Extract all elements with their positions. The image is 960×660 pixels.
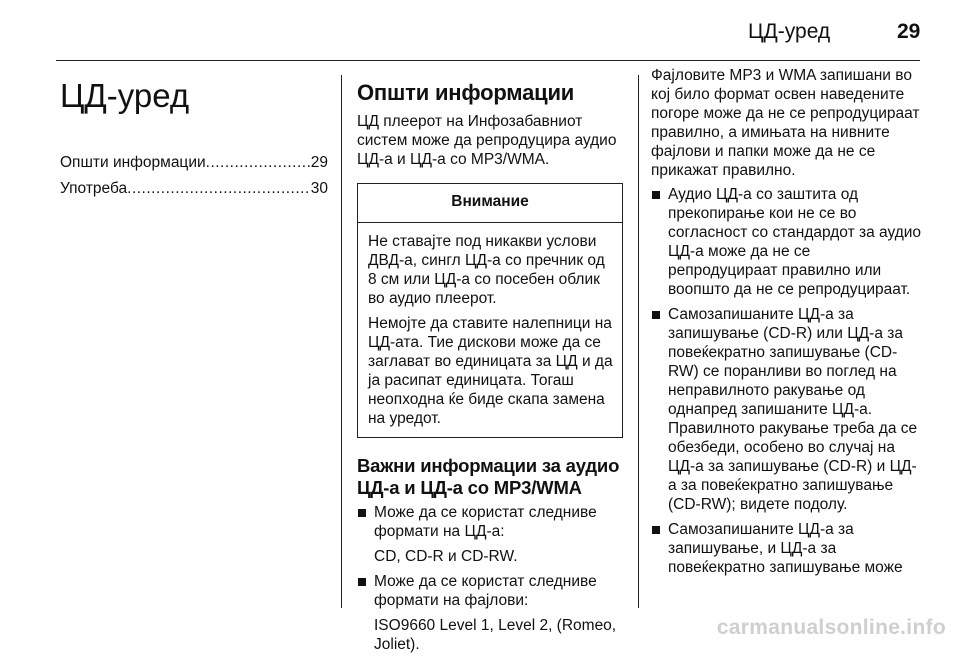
toc-entry-page: 29 bbox=[310, 154, 328, 171]
page-number: 29 bbox=[897, 20, 921, 43]
list-item bbox=[651, 185, 923, 299]
notice-paragraph: Немојте да ставите налепници на ЦД-ата. Тие дискови може да се заглават во единицата за ЦД и да ја расипат единицата. Тогаш неопходна ќе биде скапа замена на уредот. bbox=[368, 315, 613, 427]
list-item-text: Може да се користат следниве формати на ЦД-а: bbox=[374, 504, 597, 540]
list-item-text: Самозапишаните ЦД-а за запишување (CD-R) или ЦД-а за повеќекратно запишување (CD-RW) се поранливи во поглед на неправилното ракување од однапред запишаните ЦД-а. Правилното ракување треба да се обезбеди, особено во случај на ЦД-а за запишување (CD-R) и ЦД-а за повеќекратно запишување (CD-RW); видете подолу. bbox=[668, 306, 918, 513]
toc-leader-dots bbox=[206, 150, 311, 176]
list-item-detail: CD, CD-R и CD-RW. bbox=[374, 548, 518, 565]
page-footer bbox=[0, 616, 960, 642]
middle-column bbox=[357, 66, 623, 660]
toc-entry-label: Општи информации bbox=[60, 154, 206, 171]
notice-body bbox=[358, 223, 622, 437]
header-rule bbox=[56, 60, 920, 61]
square-bullet-icon bbox=[652, 526, 660, 534]
toc-entry[interactable] bbox=[60, 150, 328, 176]
notice-paragraph: Не ставајте под никакви услови ДВД-а, сингл ЦД-а со пречник од 8 см или ЦД-а со посебен облик во аудио плеерот. bbox=[368, 233, 605, 307]
square-bullet-icon bbox=[358, 578, 366, 586]
list-item bbox=[651, 305, 923, 514]
notice-title: Внимание bbox=[358, 184, 622, 223]
left-column bbox=[60, 66, 328, 202]
square-bullet-icon bbox=[358, 509, 366, 517]
subsection-title: Важни информации за аудио ЦД-а и ЦД-а со MP3/WMA bbox=[357, 455, 620, 498]
column-divider-1 bbox=[341, 75, 342, 608]
chapter-title: ЦД-уред bbox=[60, 77, 190, 114]
list-item bbox=[651, 520, 923, 577]
square-bullet-icon bbox=[652, 311, 660, 319]
notes-bullet-list bbox=[651, 185, 923, 577]
continuation-paragraph: Фајловите MP3 и WMA запишани во кој било формат освен наведените погоре може да не се репродуцираат правилно, а имињата на нивните фајлови и папки може да не се прикажат правилно. bbox=[651, 67, 920, 179]
toc-leader-dots bbox=[127, 176, 311, 202]
running-head: ЦД-уред bbox=[748, 20, 831, 43]
column-divider-2 bbox=[638, 75, 639, 608]
list-item bbox=[357, 503, 623, 566]
list-item-text: Може да се користат следниве формати на фајлови: bbox=[374, 573, 597, 609]
toc-entry-page: 30 bbox=[310, 180, 328, 197]
intro-paragraph: ЦД плеерот на Инфозабавниот систем може да репродуцира аудио ЦД-а и ЦД-а со MP3/WMA. bbox=[357, 113, 617, 168]
list-item-text: Аудио ЦД-а со заштита од прекопирање кои не се во согласност со стандардот за аудио ЦД-а може да не се репродуцираат правилно или воопшто да не се репродуцираат. bbox=[668, 186, 922, 298]
section-title: Општи информации bbox=[357, 80, 575, 105]
right-column bbox=[651, 66, 923, 583]
list-item-text: Самозапишаните ЦД-а за запишување, и ЦД-а за повеќекратно запишување може bbox=[668, 521, 903, 576]
toc-entry[interactable] bbox=[60, 176, 328, 202]
square-bullet-icon bbox=[652, 191, 660, 199]
toc-entry-label: Употреба bbox=[60, 180, 128, 197]
watermark: carmanualsonline.info bbox=[716, 616, 946, 639]
list-item-detail: ISO9660 Level 1, Level 2, (Romeo, Joliet). bbox=[374, 617, 617, 653]
page-header bbox=[0, 0, 960, 60]
table-of-contents bbox=[60, 150, 328, 202]
caution-notice bbox=[357, 183, 623, 438]
